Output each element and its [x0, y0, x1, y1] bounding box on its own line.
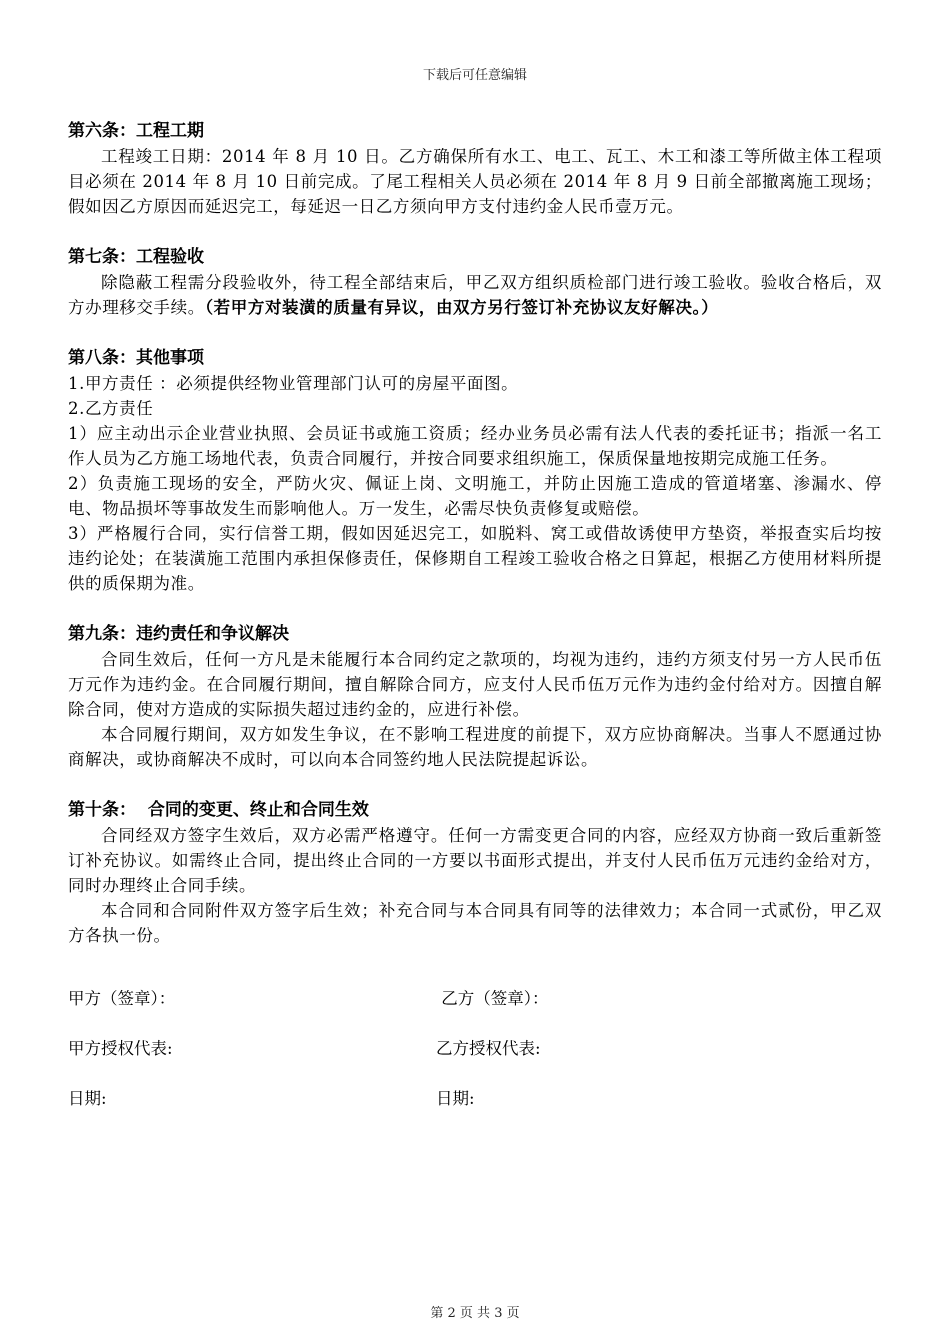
section-8-item-1: 1.甲方责任 ：必须提供经物业管理部门认可的房屋平面图。	[68, 374, 519, 393]
representative-row	[68, 1036, 882, 1061]
page-footer: 第 2 页 共 3 页	[430, 1306, 520, 1321]
section-6-title: 第六条：工程工期	[68, 121, 204, 141]
signature-row	[68, 986, 882, 1011]
section-6-paragraph: 工程竣工日期：2014 年 8 月 10 日。乙方确保所有水工、电工、瓦工、木工和漆工等所做主体工程项目必须在 2014 年 8 月 10 日前完成。了尾工程相关人员必须在 2014 年 8 月 9 日前全部撤离施工现场；假如因乙方原因而延迟完工，每延迟一日乙方须向甲方支付违约金人民币壹万元。	[68, 147, 882, 216]
section-8-title: 第八条：其他事项	[68, 348, 204, 368]
section-9-title: 第九条：违约责任和争议解决	[68, 624, 289, 644]
section-10-title: 第十条： 合同的变更、终止和合同生效	[68, 800, 369, 820]
party-a-date-label: 日期:	[68, 1089, 107, 1108]
section-9-paragraph-1: 合同生效后，任何一方凡是未能履行本合同约定之款项的，均视为违约，违约方须支付另一方人民币伍万元作为违约金。在合同履行期间，擅自解除合同方，应支付人民币伍万元作为违约金付给对方。因擅自解除合同，使对方造成的实际损失超过违约金的，应进行补偿。	[68, 650, 882, 719]
section-10-paragraph-1: 合同经双方签字生效后，双方必需严格遵守。任何一方需变更合同的内容，应经双方协商一致后重新签订补充协议。如需终止合同，提出终止合同的一方要以书面形式提出，并支付人民币伍万元违约金给对方，同时办理终止合同手续。	[68, 826, 882, 895]
party-a-representative-label: 甲方授权代表:	[68, 1039, 173, 1058]
section-7-bold-note: （若甲方对装潢的质量有异议，由双方另行签订补充协议友好解决。）	[204, 298, 719, 317]
section-7-paragraph	[68, 270, 882, 320]
document-body	[68, 118, 882, 1111]
party-a-signature-label: 甲方（签章）：	[68, 989, 176, 1008]
section-8-subitem-2: 2）负责施工现场的安全，严防火灾、佩证上岗、文明施工，并防止因施工造成的管道堵塞、渗漏水、停电、物品损坏等事故发生而影响他人。万一发生，必需尽快负责修复或赔偿。	[68, 474, 882, 518]
party-b-signature-label: 乙方（签章）：	[436, 989, 549, 1008]
party-b-date-label: 日期:	[436, 1089, 475, 1108]
party-b-representative-label: 乙方授权代表:	[436, 1039, 541, 1058]
section-7-text: 除隐蔽工程需分段验收外，待工程全部结束后，甲乙双方组织质检部门进行竣工验收。验收合格后，双方办理移交手续。	[68, 273, 882, 317]
date-row	[68, 1086, 882, 1111]
section-10-paragraph-2: 本合同和合同附件双方签字后生效；补充合同与本合同具有同等的法律效力；本合同一式贰份，甲乙双方各执一份。	[68, 901, 882, 945]
section-8-subitem-3: 3）严格履行合同，实行信誉工期，假如因延迟完工，如脱料、窝工或借故诱使甲方垫资，举报查实后均按违约论处；在装潢施工范围内承担保修责任，保修期自工程竣工验收合格之日算起，根据乙方使用材料所提供的质保期为准。	[68, 524, 882, 593]
section-8-item-2: 2.乙方责任	[68, 399, 154, 418]
section-9-paragraph-2: 本合同履行期间，双方如发生争议，在不影响工程进度的前提下，双方应协商解决。当事人不愿通过协商解决，或协商解决不成时，可以向本合同签约地人民法院提起诉讼。	[68, 725, 882, 769]
section-8-subitem-1: 1）应主动出示企业营业执照、会员证书或施工资质；经办业务员必需有法人代表的委托证书；指派一名工作人员为乙方施工场地代表，负责合同履行，并按合同要求组织施工，保质保量地按期完成施工任务。	[68, 424, 882, 468]
page-header: 下载后可任意编辑	[422, 68, 527, 83]
section-7-title: 第七条：工程验收	[68, 247, 204, 267]
